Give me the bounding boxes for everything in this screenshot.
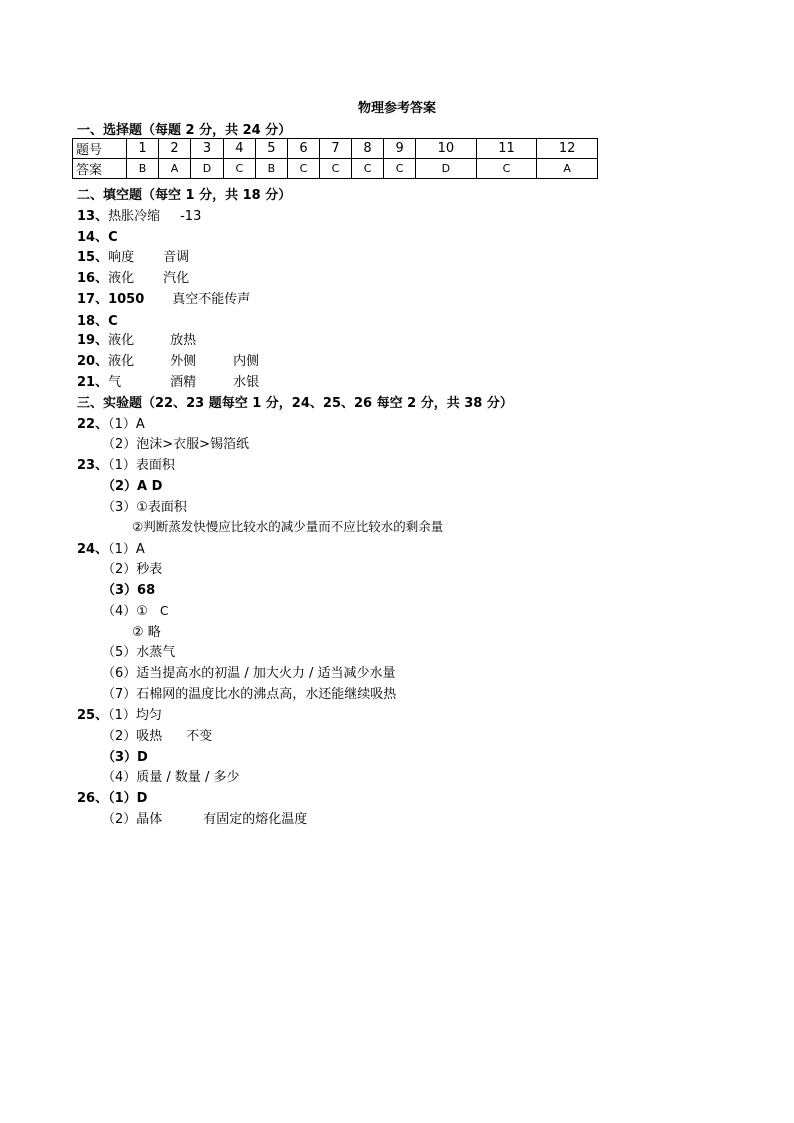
list-item: （7）石棉网的温度比水的沸点高，水还能继续吸热 — [102, 687, 397, 702]
table-cell: C — [223, 159, 255, 179]
question-number: 13、 — [77, 209, 109, 224]
table-cell: 5 — [255, 139, 287, 159]
answer-text: 气 — [108, 375, 122, 390]
page-title: 物理参考答案 — [357, 101, 436, 116]
list-item — [77, 787, 147, 806]
question-number: 17、 — [77, 292, 109, 307]
table-cell: 8 — [352, 139, 384, 159]
list-item: （2）A D — [102, 479, 163, 494]
list-item — [77, 454, 175, 473]
question-number: 15、 — [77, 250, 109, 265]
list-item: （3）D — [102, 750, 148, 765]
list-item — [77, 288, 250, 307]
answer-text: 有固定的熔化温度 — [203, 812, 308, 827]
table-cell: C — [352, 159, 384, 179]
answer-text: （2）晶体 — [102, 812, 163, 827]
question-number: 25、 — [77, 708, 109, 723]
list-item: ②判断蒸发快慢应比较水的减少量而不应比较水的剩余量 — [132, 519, 444, 534]
list-item: （2）秒表 — [102, 562, 163, 577]
list-item: （3）68 — [102, 583, 156, 598]
choice-answer-table — [72, 138, 598, 179]
list-item — [77, 704, 162, 723]
answer-text: （1）均匀 — [108, 708, 162, 723]
list-item — [77, 226, 118, 245]
answer-text: 液化 — [108, 271, 135, 286]
answer-text: C — [108, 230, 118, 245]
answer-text: 响度 — [108, 250, 135, 265]
table-cell: C — [319, 159, 351, 179]
answer-text: 不变 — [186, 729, 213, 744]
answer-text: C — [159, 604, 169, 618]
answer-text: 酒精 — [170, 375, 197, 390]
table-cell: C — [287, 159, 319, 179]
table-cell: 4 — [223, 139, 255, 159]
row-label-number: 题号 — [73, 139, 127, 159]
answer-text: 放热 — [170, 333, 197, 348]
answer-text: 液化 — [108, 354, 135, 369]
section-heading-fill: 二、填空题（每空 1 分，共 18 分） — [77, 188, 292, 203]
list-item — [102, 725, 212, 744]
list-item — [77, 350, 259, 369]
answer-text: 内侧 — [233, 354, 260, 369]
question-number: 21、 — [77, 375, 109, 390]
row-label-answer: 答案 — [73, 159, 127, 179]
list-item: ② 略 — [132, 625, 161, 640]
list-item — [77, 246, 189, 265]
answer-text: 热胀冷缩 — [108, 209, 161, 224]
question-number: 26、 — [77, 791, 109, 806]
answer-text: 外侧 — [170, 354, 197, 369]
answer-text: C — [108, 314, 118, 329]
table-cell: 1 — [127, 139, 159, 159]
question-number: 18、 — [77, 314, 109, 329]
list-item — [77, 267, 189, 286]
question-number: 19、 — [77, 333, 109, 348]
list-item — [77, 371, 259, 390]
list-item — [102, 600, 168, 619]
table-cell: 12 — [537, 139, 598, 159]
table-cell: 9 — [384, 139, 416, 159]
answer-text: （4）① — [102, 604, 148, 619]
answer-text: 汽化 — [163, 271, 190, 286]
list-item — [77, 413, 145, 432]
question-number: 23、 — [77, 458, 109, 473]
table-cell: D — [416, 159, 477, 179]
question-number: 14、 — [77, 230, 109, 245]
list-item — [77, 205, 201, 224]
table-cell: 10 — [416, 139, 477, 159]
table-cell: A — [159, 159, 191, 179]
answer-text: 液化 — [108, 333, 135, 348]
table-cell: A — [537, 159, 598, 179]
table-cell: D — [191, 159, 224, 179]
question-number: 24、 — [77, 542, 109, 557]
table-row-answers — [73, 159, 598, 179]
table-cell: 3 — [191, 139, 224, 159]
section-heading-choice: 一、选择题（每题 2 分，共 24 分） — [77, 123, 292, 138]
list-item: （6）适当提高水的初温 / 加大火力 / 适当减少水量 — [102, 666, 396, 681]
list-item — [77, 538, 145, 557]
table-cell: C — [476, 159, 537, 179]
question-number: 20、 — [77, 354, 109, 369]
answer-text: （1）表面积 — [108, 458, 175, 473]
answer-text: 真空不能传声 — [172, 292, 251, 307]
question-number: 22、 — [77, 417, 109, 432]
list-item: （4）质量 / 数量 / 多少 — [102, 770, 240, 785]
answer-text: （1）A — [108, 542, 145, 557]
list-item: （2）泡沫>衣服>锡箔纸 — [102, 437, 250, 452]
list-item: （3）①表面积 — [102, 500, 187, 515]
section-heading-experiment: 三、实验题（22、23 题每空 1 分，24、25、26 每空 2 分，共 38 分） — [77, 396, 513, 411]
answer-text: 音调 — [163, 250, 190, 265]
answer-text: -13 — [180, 209, 202, 224]
table-cell: 11 — [476, 139, 537, 159]
list-item — [102, 808, 307, 827]
table-cell: 7 — [319, 139, 351, 159]
answer-text: 水银 — [233, 375, 260, 390]
table-cell: B — [127, 159, 159, 179]
list-item — [77, 310, 118, 329]
table-cell: B — [255, 159, 287, 179]
answer-text: （2）吸热 — [102, 729, 163, 744]
question-number: 16、 — [77, 271, 109, 286]
list-item: （5）水蒸气 — [102, 645, 176, 660]
table-cell: 2 — [159, 139, 191, 159]
list-item — [77, 329, 196, 348]
table-cell: 6 — [287, 139, 319, 159]
answer-text: （1）A — [108, 417, 145, 432]
table-cell: C — [384, 159, 416, 179]
answer-text: 1050 — [108, 292, 145, 307]
table-row-numbers — [73, 139, 598, 159]
answer-text: （1）D — [108, 791, 148, 806]
